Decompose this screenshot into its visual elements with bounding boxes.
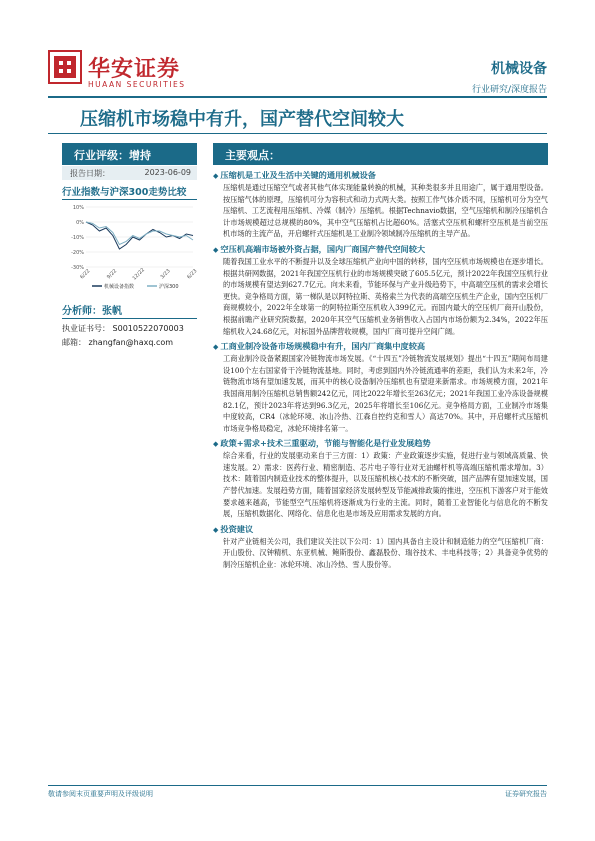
- chart-x-tick-label: 9/22: [105, 268, 119, 281]
- disclaimer-note[interactable]: 敬请参阅末页重要声明及评级说明: [48, 790, 153, 798]
- section-heading: [213, 243, 548, 256]
- chart-y-tick-label: 0%: [76, 220, 84, 226]
- brand-name-cn: 华安证券: [88, 56, 181, 82]
- section-heading-text: 工商业制冷设备市场规模稳中有升，国内厂商集中度较高: [220, 341, 426, 352]
- chart-x-tick-label: 6/22: [79, 268, 92, 281]
- section-heading-text: 压缩机是工业及生活中关键的通用机械设备: [220, 170, 376, 180]
- section-heading-text: 政策+需求+技术三重驱动，节能与智能化是行业发展趋势: [220, 438, 431, 449]
- chart-series-line: [86, 222, 193, 245]
- section-body: 压缩机是通过压缩空气或者其他气体实现能量转换的机械，其种类很多并且用途广，属于通用型设备。按压缩气体的原理，压缩机可分为容积式和动力式两大类。按照工作气体介质不同，压缩机可分为空气压缩机、工艺流程用压缩机、冷媒（制冷）压缩机。根据Technavio数据，空气压缩机和制冷压缩机合计市场规模超过总规模的80%，其中空气压缩机占比超60%。活塞式空压机和螺杆空压机是当前空压机市场的主流产品，开启螺杆式压缩机是工业制冷领域制冷压缩机的主导产品。: [223, 183, 548, 239]
- section-body: 综合来看，行业的发展驱动来自于三方面：1）政策：产业政策逐步实施，促进行业与领域高质量、快速发展。2）需求：医药行业、精密制造、芯片电子等行业对无油螺杆机等高端压缩机需求增加。3）技术：随着国内制造业技术的整体提升，以及压缩机核心技术的不断突破，国产品牌有望加速发展，国产替代加速。发展趋势方面，随着国家经济发展转型及节能减排政策的推进，空压机下游客户对于能效要求越来越高，节能型空气压缩机将逐渐成为行业的主流。同时，随着工业智能化与信息化的不断发展，压缩机数据化、网络化、信息化也是市场及应用需求发展的方向。: [223, 451, 548, 519]
- chart-y-tick-label: -30%: [71, 265, 84, 271]
- chart-y-tick-label: 10%: [72, 205, 84, 211]
- analyst-email[interactable]: 邮箱： zhangfan@haxq.com: [62, 338, 174, 347]
- bullet-icon: ◆: [213, 245, 219, 254]
- section-body: 针对产业链相关公司，我们建议关注以下公司：1）国内具备自主设计和制造能力的空气压缩机厂商：开山股份、汉钟精机、东亚机械、鲍斯股份、鑫磊股份、瑞谷技术、丰电科技等；2）具备竞争优势的制冷压缩机企业：冰轮环境、冰山冷热、雪人股份等。: [223, 536, 548, 570]
- main-views-header: 主要观点：: [213, 143, 548, 165]
- report-title: 压缩机市场稳中有升，国产替代空间较大: [80, 109, 404, 130]
- report-date-row: [62, 166, 197, 180]
- section-heading: [213, 437, 548, 450]
- footer-divider: [48, 785, 547, 786]
- chart-x-tick-label: 6/23: [186, 268, 199, 281]
- bullet-icon: ◆: [213, 525, 219, 534]
- bullet-icon: ◆: [213, 172, 219, 180]
- company-logo: [48, 50, 188, 88]
- industry-rating: 行业评级：增持: [62, 143, 197, 165]
- chart-series-line: [86, 222, 193, 249]
- index-comparison-chart: [62, 201, 197, 293]
- chart-y-tick-label: -10%: [71, 235, 84, 241]
- section-body: 工商业制冷设备紧跟国家冷链物流市场发展。《“十四五”冷链物流发展规划》提出“十四五”期间布局建设100个左右国家骨干冷链物流基地。同时，考虑到国内外冷链流通率的差距，我们认为未来2年，冷链物流市场有望加速发展，而其中的核心设备制冷压缩机也有望迎来新需求。市场规模方面，2021年我国商用制冷压缩机总销售额242亿元，同比2022年增长至263亿元；2021年我国工业冷冻设备规模82.1亿，预计2023年将达到96.3亿元，2025年将增长至106亿元。竞争格局方面，工业制冷市场集中度较高，CR4（冰轮环境、冰山冷热、江森自控约克和雪人）高达70%。其中，开启螺杆式压缩机市场竞争格局稳定，冰轮环境排名第一。: [223, 354, 548, 433]
- bullet-icon: ◆: [213, 343, 219, 352]
- analyst-certificate: 执业证书号： S0010522070003: [62, 324, 184, 333]
- main-views-content: [213, 166, 548, 571]
- title-divider: [48, 133, 547, 134]
- chart-legend-label: 机械设备指数: [104, 284, 135, 290]
- section-body: 随着我国工业水平的不断提升以及全球压缩机产业向中国的转移，国内空压机市场规模也在逐步增长。根据共研网数据，2021年我国空压机行业的市场规模突破了605.5亿元，预计2022年我国空压机行业的市场规模有望达到627.7亿元。向未来看，节能环保与产业升级趋势下，中高端空压机的需求会增长更快。竞争格局方面，第一梯队是以阿特拉斯、英格索兰为代表的高端空压机生产企业，国内空压机厂商规模较小，2022年全球第一的阿特拉斯空压机收入399亿元。而国内最大的空压机厂商开山股份，根据前瞻产业研究院数据，2020年其空气压缩机业务销售收入占国内市场份额为2.34%，2022年压缩机收入24.68亿元，对标国外品牌营收规模，国内厂商可提升空间广阔。: [223, 256, 548, 336]
- section-heading: [213, 340, 548, 353]
- analyst-divider: [62, 318, 197, 319]
- section-heading: [213, 523, 548, 536]
- logo-seal-icon: [48, 50, 82, 84]
- section-heading: [213, 169, 548, 182]
- chart-legend-label: 沪深300: [159, 284, 179, 290]
- section-heading-text: 空压机高端市场被外资占据，国内厂商国产替代空间较大: [220, 243, 426, 254]
- chart-title: 行业指数与沪深300走势比较: [62, 187, 187, 198]
- report-date-value: 2023-06-09: [144, 168, 191, 177]
- header-divider: [48, 96, 547, 98]
- industry-label: 机械设备: [491, 61, 547, 77]
- analyst-name: 分析师：张帆: [62, 306, 122, 317]
- report-date-label: 报告日期：: [70, 169, 110, 178]
- bullet-icon: ◆: [213, 440, 219, 449]
- section-heading-text: 投资建议: [220, 523, 254, 534]
- footer-label: 证券研究报告: [505, 790, 547, 798]
- chart-y-tick-label: -20%: [71, 250, 84, 256]
- chart-x-tick-label: 3/23: [159, 268, 172, 281]
- chart-x-tick-label: 12/22: [131, 267, 147, 282]
- brand-name-en: HUAAN SECURITIES: [88, 80, 186, 89]
- report-type: 行业研究/深度报告: [471, 85, 547, 95]
- chart-title-divider: [62, 199, 197, 200]
